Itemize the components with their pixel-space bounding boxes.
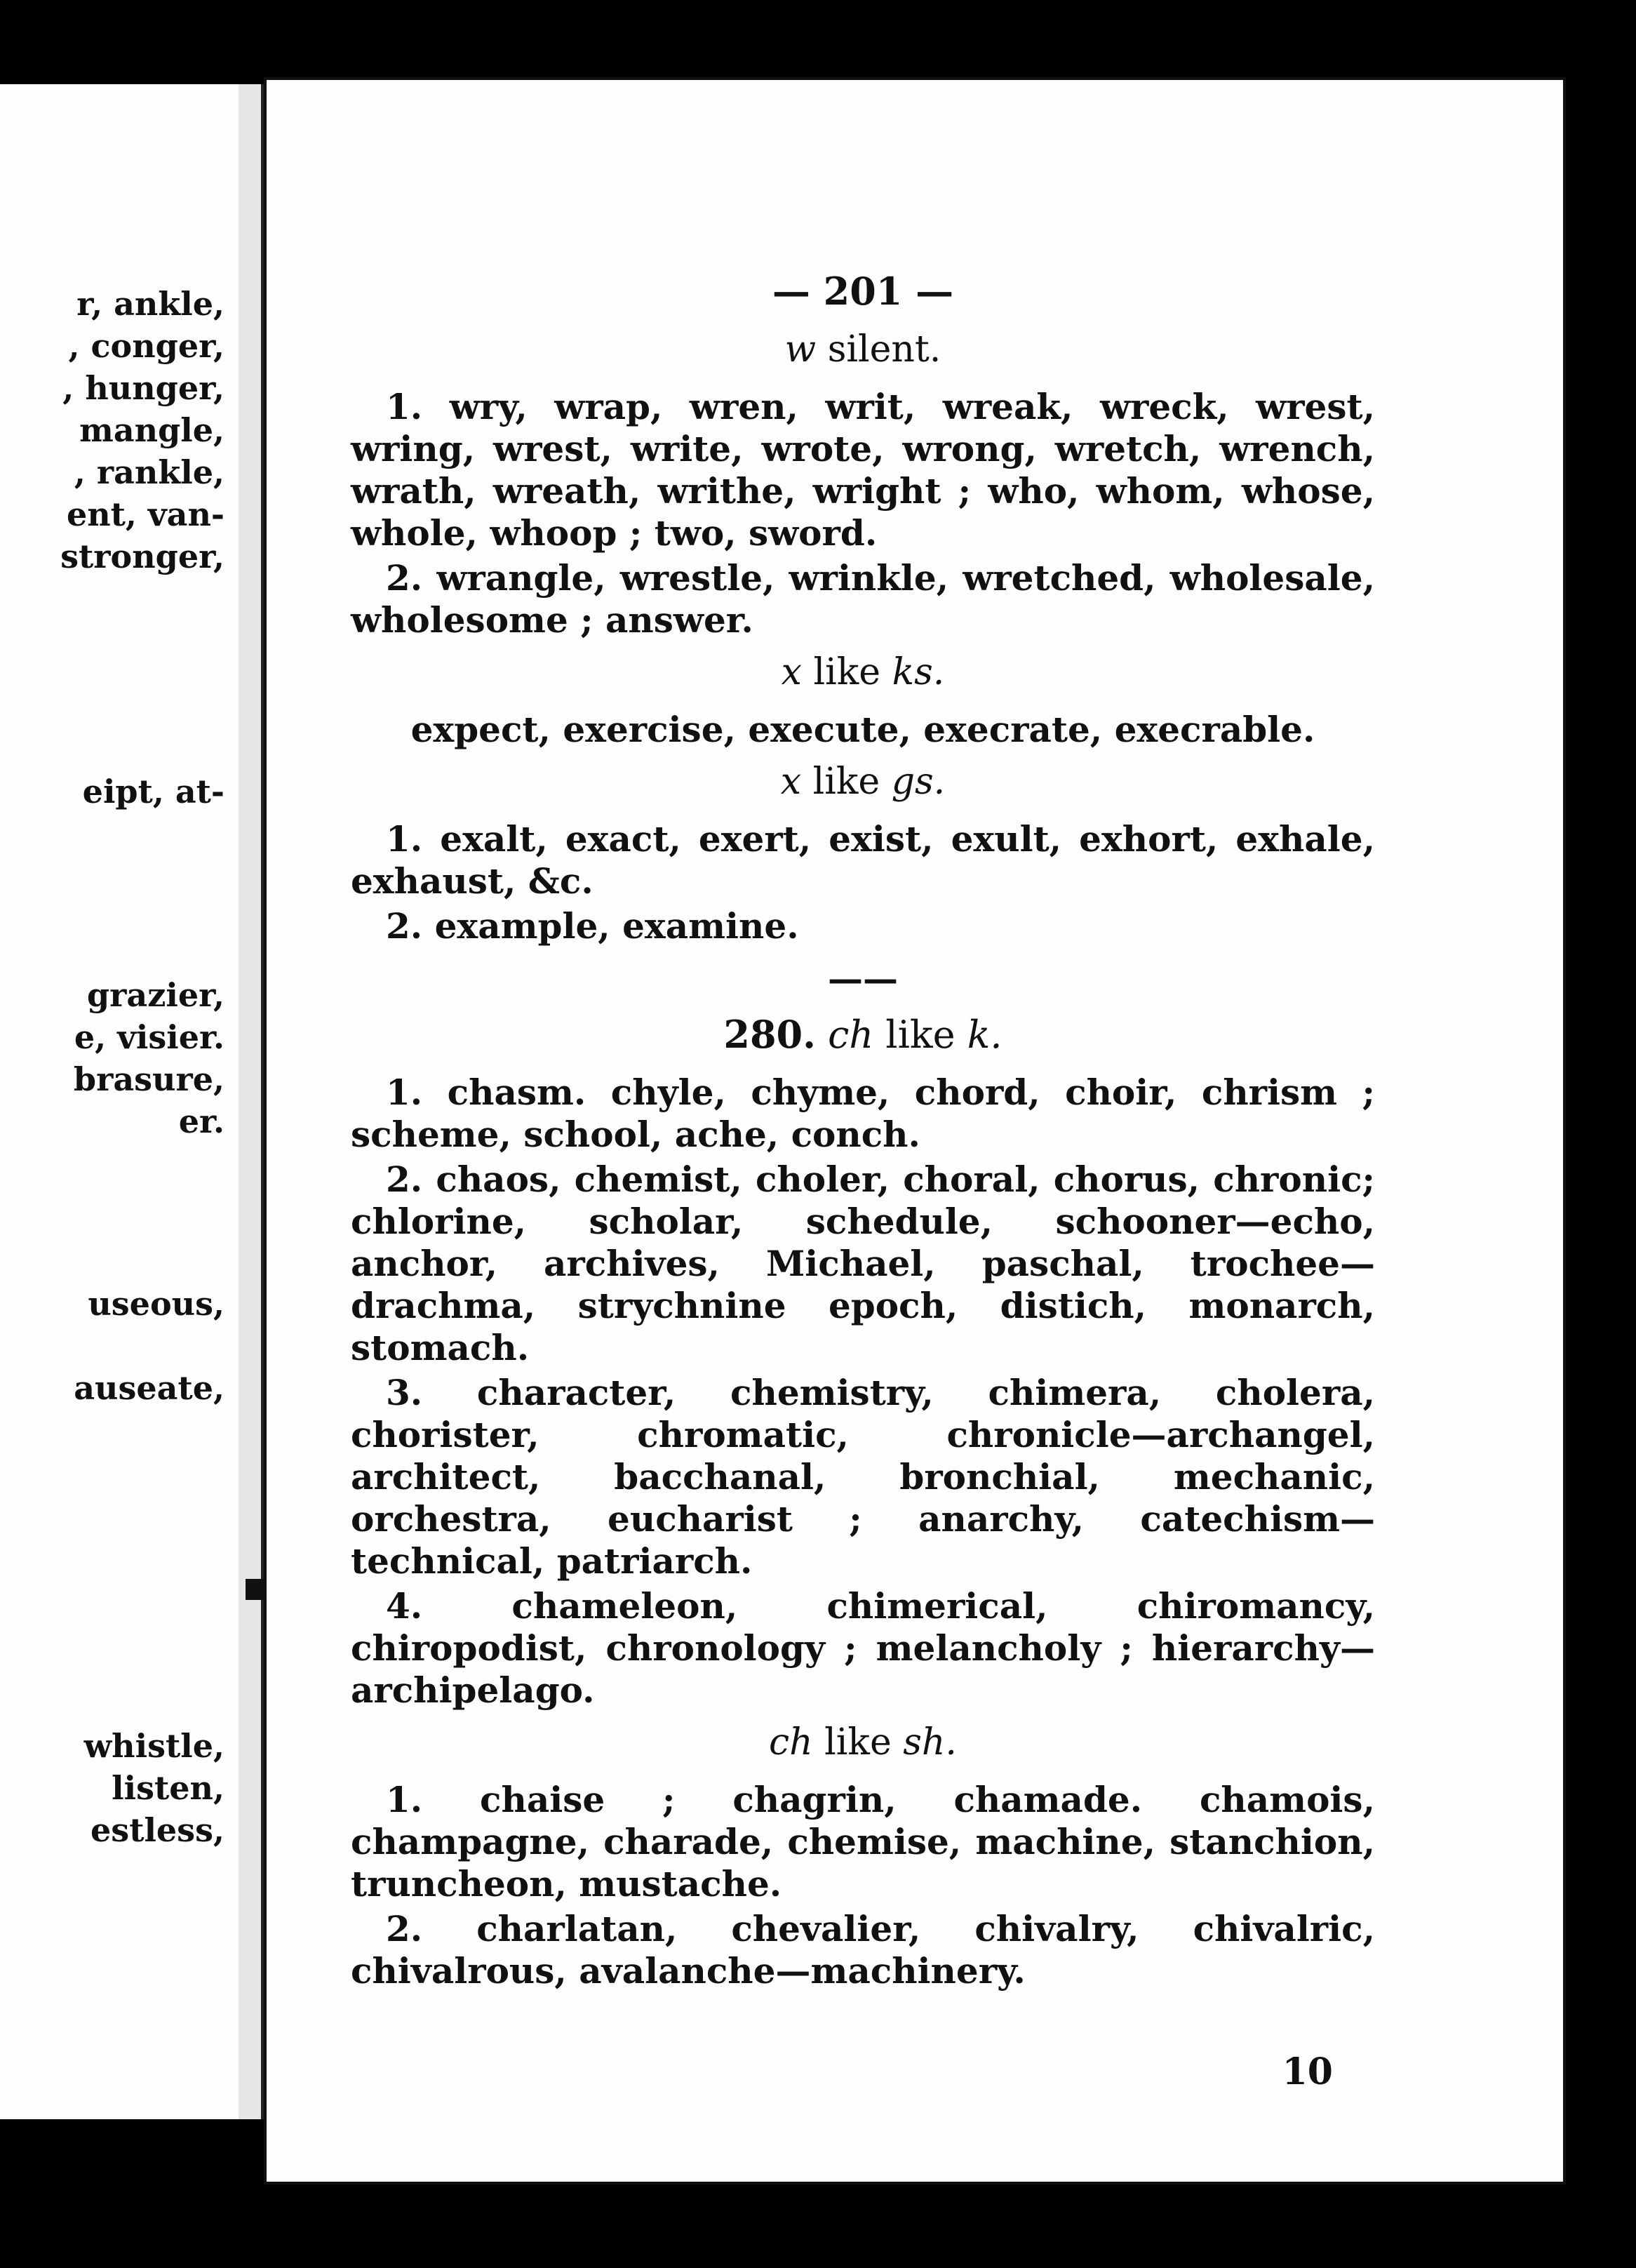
paragraph: 1. chasm. chyle, chyme, chord, choir, chrism ; scheme, school, ache, conch. <box>351 1072 1375 1155</box>
heading-rest: silent. <box>816 328 941 371</box>
left-page-line: auseate, <box>74 1369 224 1407</box>
left-page-line: listen, <box>112 1769 224 1807</box>
heading-letter: w <box>784 328 817 371</box>
left-page-line: e, visier. <box>74 1018 224 1056</box>
paragraph: 1. chaise ; chagrin, chamade. chamois, champagne, charade, chemise, machine, stanchion, truncheon, mustache. <box>351 1779 1375 1905</box>
left-page-line: er. <box>178 1102 224 1140</box>
left-page-fragment <box>0 84 261 2119</box>
left-page-line: brasure, <box>73 1060 224 1098</box>
heading-letter: x <box>781 651 802 693</box>
heading-letter: x <box>780 761 802 803</box>
paragraph: expect, exercise, execute, execrate, execrable. <box>410 709 1315 750</box>
heading-letter: ch <box>828 1013 874 1057</box>
heading-italic: ks. <box>892 651 945 693</box>
left-page-line: whistle, <box>83 1727 224 1765</box>
heading-rest: like <box>801 651 892 693</box>
paragraph: 2. chaos, chemist, choler, choral, chorus, chronic; chlorine, scholar, schedule, schooner—echo, anchor, archives, Michael, paschal, trochee—drachma, strychnine epoch, distich, monarch, stomach. <box>351 1159 1375 1368</box>
left-page-line: eipt, at- <box>82 773 224 811</box>
left-page-line: , conger, <box>68 327 224 365</box>
heading-ch-like-sh <box>351 1719 1375 1766</box>
heading-280-ch-like-k <box>351 1010 1375 1059</box>
signature-mark: 10 <box>1282 2050 1333 2093</box>
paragraph: 2. example, examine. <box>386 905 799 947</box>
paragraph: 3. character, chemistry, chimera, cholera, chorister, chromatic, chronicle—archangel, architect, bacchanal, bronchial, mechanic, orchestra, eucharist ; anarchy, catechism—technical, patriarch. <box>351 1372 1375 1582</box>
heading-letter: ch <box>769 1721 813 1763</box>
left-page-line: mangle, <box>79 411 224 449</box>
heading-italic: gs. <box>891 761 946 803</box>
heading-x-like-gs <box>351 758 1375 806</box>
folio: — 201 — <box>772 269 954 314</box>
left-page-line: , hunger, <box>62 369 224 407</box>
heading-rest: like <box>812 1721 904 1763</box>
left-page-line: ent, van- <box>66 495 224 533</box>
heading-italic: sh. <box>903 1721 957 1763</box>
paragraph: 1. wry, wrap, wren, writ, wreak, wreck, wrest, wring, wrest, write, wrote, wrong, wretch, wrench, wrath, wreath, writhe, wright ; who, whom, whose, whole, whoop ; two, sword. <box>351 386 1375 554</box>
page-content <box>351 267 1375 2093</box>
paragraph: 1. exalt, exact, exert, exist, exult, exhort, exhale, exhaust, &c. <box>351 818 1375 902</box>
heading-rest: like <box>873 1013 967 1057</box>
book-gutter <box>239 84 265 2119</box>
left-page-line: grazier, <box>87 976 224 1014</box>
section-separator: —— <box>828 958 898 999</box>
left-page-line: useous, <box>88 1285 224 1323</box>
heading-x-like-ks <box>351 648 1375 696</box>
paragraph: 2. charlatan, chevalier, chivalry, chivalric, chivalrous, avalanche—machinery. <box>351 1908 1375 1992</box>
paragraph: 4. chameleon, chimerical, chiromancy, chiropodist, chronology ; melancholy ; hierarchy—archipelago. <box>351 1585 1375 1711</box>
heading-rest: like <box>801 761 892 803</box>
left-page-line: estless, <box>90 1811 224 1849</box>
left-page-line: stronger, <box>60 538 224 575</box>
left-page-line: r, ankle, <box>76 285 224 323</box>
left-page-line: , rankle, <box>74 453 224 491</box>
heading-italic: k. <box>967 1013 1003 1057</box>
heading-w-silent <box>351 326 1375 373</box>
paragraph: 2. wrangle, wrestle, wrinkle, wretched, wholesale, wholesome ; answer. <box>351 557 1375 641</box>
section-number: 280. <box>723 1012 816 1057</box>
binding-mark <box>246 1579 267 1600</box>
